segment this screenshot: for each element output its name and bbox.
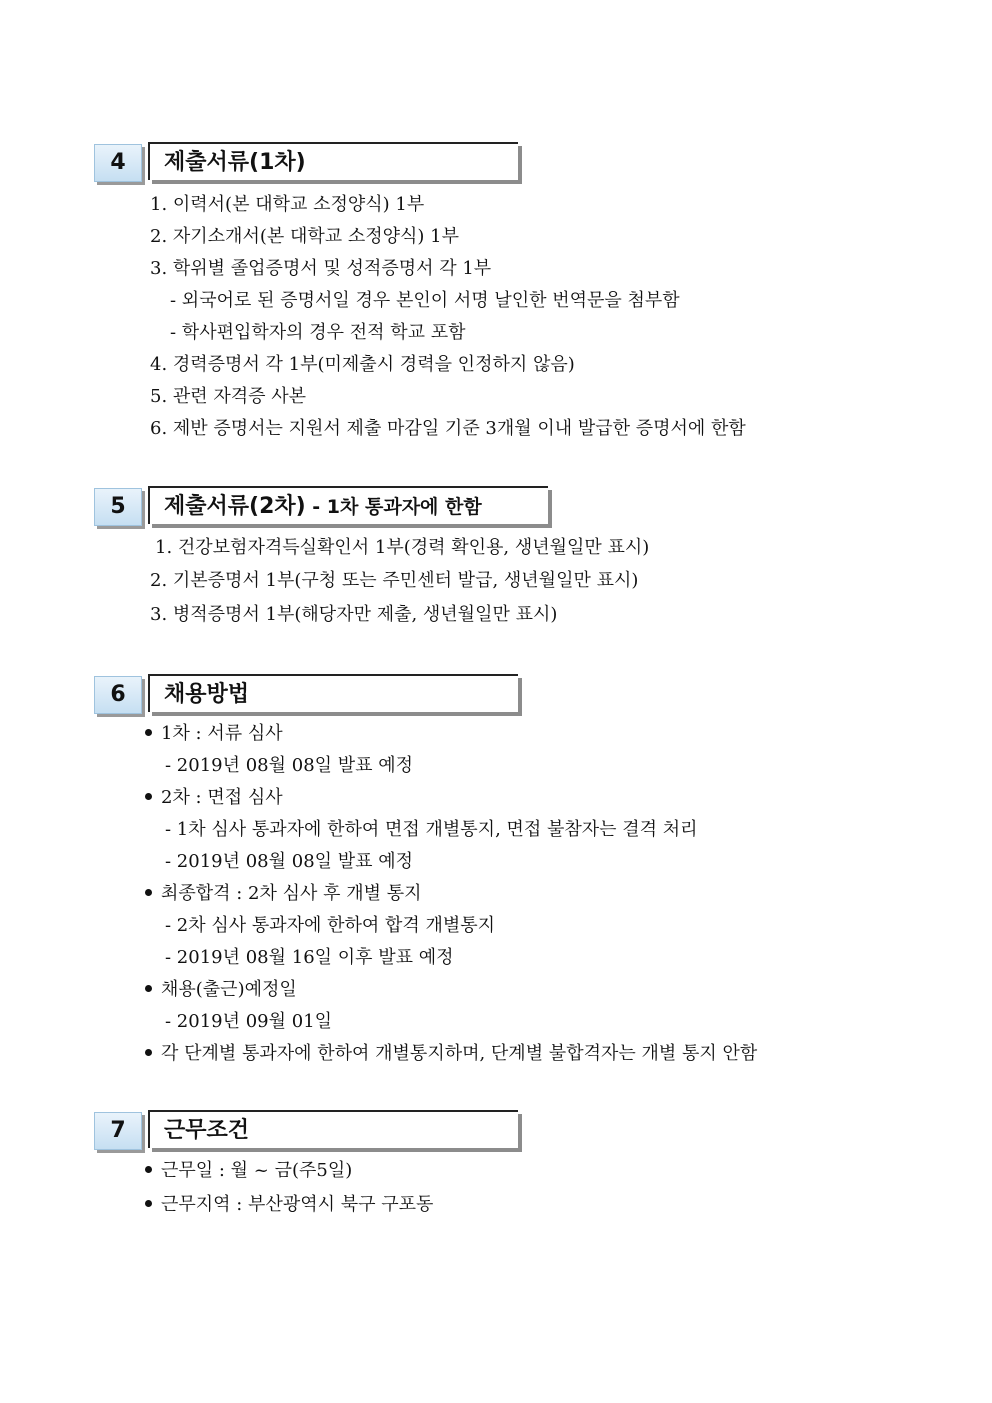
list-item: 2. 기본증명서 1부(구청 또는 주민센터 발급, 생년월일만 표시) — [150, 570, 639, 591]
section-header — [94, 486, 534, 530]
section-header — [94, 142, 534, 186]
list-item: 3. 병적증명서 1부(해당자만 제출, 생년월일만 표시) — [150, 604, 558, 625]
bullet-item: 근무일 : 월 ~ 금(주5일) — [145, 1158, 352, 1184]
list-subitem: - 2019년 08월 16일 이후 발표 예정 — [165, 947, 454, 968]
list-item: 2. 자기소개서(본 대학교 소정양식) 1부 — [150, 226, 459, 247]
section-title-sub: - 1차 통과자에 한함 — [305, 496, 482, 518]
list-subitem: - 학사편입학자의 경우 전적 학교 포함 — [170, 322, 466, 343]
section-title-main: 제출서류(2차) — [164, 494, 306, 519]
section-title: 채용방법 — [148, 674, 518, 712]
list-subitem: - 1차 심사 통과자에 한하여 면접 개별통지, 면접 불참자는 결격 처리 — [165, 819, 698, 840]
bullet-item: 채용(출근)예정일 — [145, 977, 297, 1003]
list-item: 3. 학위별 졸업증명서 및 성적증명서 각 1부 — [150, 258, 492, 279]
bullet-item: 각 단계별 통과자에 한하여 개별통지하며, 단계별 불합격자는 개별 통지 안함 — [145, 1041, 757, 1067]
list-item: 1. 건강보험자격득실확인서 1부(경력 확인용, 생년월일만 표시) — [155, 537, 650, 558]
bullet-item: 2차 : 면접 심사 — [145, 785, 283, 811]
section-header — [94, 1110, 534, 1154]
section-number: 6 — [94, 676, 142, 714]
bullet-item: 1차 : 서류 심사 — [145, 721, 283, 747]
section-number: 5 — [94, 488, 142, 526]
list-subitem: - 2차 심사 통과자에 한하여 합격 개별통지 — [165, 915, 496, 936]
section-header — [94, 674, 534, 718]
section-title: 제출서류(1차) — [148, 142, 518, 180]
bullet-item: 최종합격 : 2차 심사 후 개별 통지 — [145, 881, 422, 907]
list-subitem: - 2019년 08월 08일 발표 예정 — [165, 851, 414, 872]
section-title: 근무조건 — [148, 1110, 518, 1148]
list-subitem: - 외국어로 된 증명서일 경우 본인이 서명 날인한 번역문을 첨부함 — [170, 290, 680, 311]
list-item: 5. 관련 자격증 사본 — [150, 386, 307, 407]
list-subitem: - 2019년 09월 01일 — [165, 1011, 333, 1032]
list-item: 1. 이력서(본 대학교 소정양식) 1부 — [150, 194, 425, 215]
bullet-item: 근무지역 : 부산광역시 북구 구포동 — [145, 1192, 433, 1218]
section-number: 7 — [94, 1112, 142, 1150]
list-subitem: - 2019년 08월 08일 발표 예정 — [165, 755, 414, 776]
list-item: 4. 경력증명서 각 1부(미제출시 경력을 인정하지 않음) — [150, 354, 575, 375]
list-item: 6. 제반 증명서는 지원서 제출 마감일 기준 3개월 이내 발급한 증명서에 한함 — [150, 418, 746, 439]
section-number: 4 — [94, 144, 142, 182]
section-title — [148, 486, 548, 524]
